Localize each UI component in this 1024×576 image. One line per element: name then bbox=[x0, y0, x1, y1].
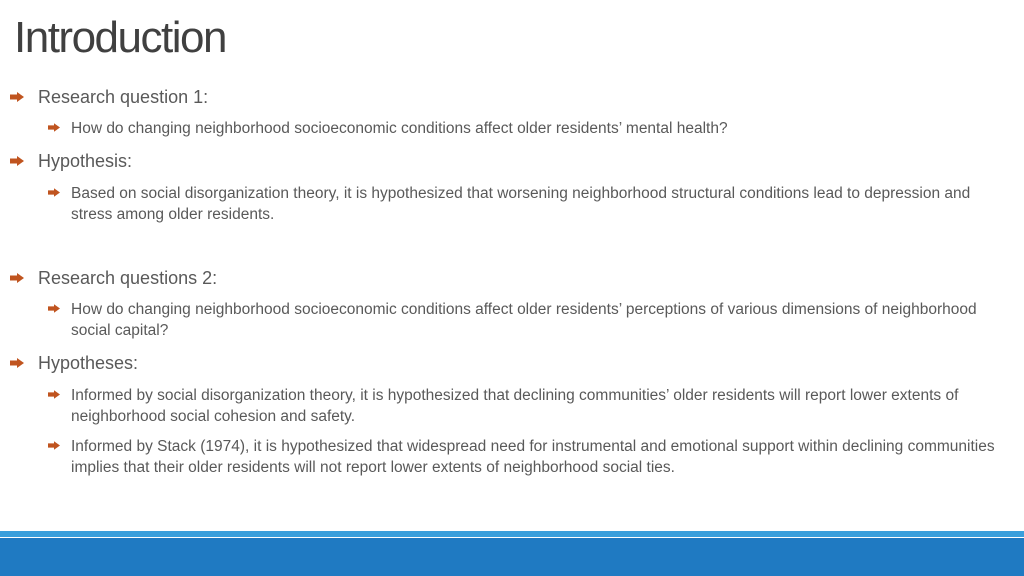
arrow-right-icon bbox=[48, 188, 71, 197]
slide-title: Introduction bbox=[14, 13, 226, 62]
bullet-text: How do changing neighborhood socioeconomic conditions affect older residents’ mental health? bbox=[71, 120, 728, 137]
bullet-research-question-1 bbox=[10, 86, 208, 108]
bullet-text: Hypotheses: bbox=[38, 353, 139, 373]
arrow-right-icon bbox=[48, 304, 71, 313]
sub-bullet-hypothesis-1 bbox=[48, 183, 1008, 225]
bullet-text: How do changing neighborhood socioeconomic conditions affect older residents’ perceptions of various dimensions of neighborhood social capital? bbox=[71, 301, 977, 339]
footer-bar bbox=[0, 538, 1024, 576]
arrow-right-icon bbox=[10, 358, 38, 368]
footer-accent-line bbox=[0, 531, 1024, 537]
bullet-hypotheses bbox=[10, 352, 138, 374]
bullet-text: Based on social disorganization theory, it is hypothesized that worsening neighborhood structural conditions lead to depression and stress among older residents. bbox=[71, 185, 971, 223]
arrow-right-icon bbox=[10, 92, 38, 102]
sub-bullet-hypothesis-2a bbox=[48, 385, 1008, 427]
bullet-text: Informed by Stack (1974), it is hypothesized that widespread need for instrumental and emotional support within declining communities implies that their older residents will not report lower extents of neighborhood social ties. bbox=[71, 438, 995, 476]
arrow-right-icon bbox=[10, 273, 38, 283]
bullet-text: Informed by social disorganization theory, it is hypothesized that declining communities’ older residents will report lower extents of neighborhood social cohesion and safety. bbox=[71, 387, 959, 425]
sub-bullet-hypothesis-2b bbox=[48, 436, 1008, 478]
sub-bullet-question-1 bbox=[48, 118, 1008, 139]
bullet-hypothesis bbox=[10, 150, 132, 172]
bullet-text: Research question 1: bbox=[38, 87, 209, 107]
bullet-text: Research questions 2: bbox=[38, 268, 218, 288]
sub-bullet-question-2 bbox=[48, 299, 1008, 341]
arrow-right-icon bbox=[48, 123, 71, 132]
arrow-right-icon bbox=[48, 441, 71, 450]
arrow-right-icon bbox=[48, 390, 71, 399]
bullet-text: Hypothesis: bbox=[38, 151, 133, 171]
arrow-right-icon bbox=[10, 156, 38, 166]
bullet-research-questions-2 bbox=[10, 267, 217, 289]
